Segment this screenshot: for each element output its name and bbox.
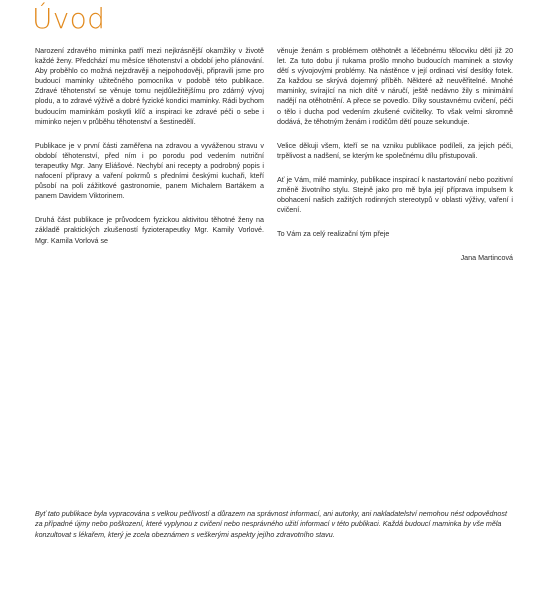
page-title: Úvod [32,2,106,35]
paragraph: Narození zdravého miminka patří mezi nejkrásnější okamžiky v životě každé ženy. Předchází mu měsíce těhotenství a období jeho plánování. Aby proběhlo co možná nejzdravěji a nejpohodověji, připravili jsme pro budoucí maminky užitečného pomocníka v podobě této publikace. Zdravé těhotenství se věnuje tomu nejdůležitějšímu pro zdárný vývoj plodu, a to zdravé výživě a dobré fyzické kondici maminky. Rádi bychom budoucím maminkám poskytli klíč a inspiraci ke zdravé péči o sebe i miminko nejen v průběhu těhotenství a šestinedělí. [35,47,264,126]
disclaimer [35,509,513,540]
paragraph: Ať je Vám, milé maminky, publikace inspirací k nastartování nebo pozitivní změně životního stylu. Stejně jako pro mě byla její příprava impulsem k obohacení našich zažitých rodinných stereotypů v oblasti výživy, vaření i cvičení. [277,175,513,215]
disclaimer-text: Byť tato publikace byla vypracována s velkou pečlivostí a důrazem na správnost informací, ani autorky, ani nakladatelství nemohou nést odpovědnost za případné újmy nebo poškození, které vyplynou z cvičení nebo nesprávného užití informací v této publikaci. Každá budoucí maminka by vše měla konzultovat s lékařem, který je zcela obeznámen s veškerými aspekty jejího zdravotního stavu. [35,510,507,539]
right-column [277,46,513,264]
paragraph: To Vám za celý realizační tým přeje [277,230,390,239]
paragraph: Publikace je v první části zaměřena na zdravou a vyváženou stravu v období těhotenství, před ním i po porodu pod vedením nutriční terapeutky Mgr. Jany Eliášové. Nechybí ani recepty a podrobný popis i nafocení přípravy a vaření pokrmů s předními českými kuchaři, kteří působí na poli zážitkové gastronomie, panem Michalem Bartákem a panem Davidem Viktorinem. [35,141,264,201]
paragraph: věnuje ženám s problémem otěhotnět a léčebnému tělocviku dětí již 20 let. Za tuto dobu jí rukama prošlo mnoho budoucích maminek a stovky dětí s vývojovými problémy. Na nástěnce v její ordinaci visí desítky fotek. Za každou se skrývá dojemný příběh. Některé až neuvěřitelné. Mnohé maminky, svírající na nich dítě v náručí, ještě nedávno žily s minimální nadějí na otěhotnění. A přece se povedlo. Díky soustavnému cvičení, péči o tělo i ducha pod vedením zkušené cvičitelky. To však velmi skromně dodává, že těhotným ženám i rodičům dětí pouze sekunduje. [277,47,513,126]
left-column [35,46,264,260]
paragraph: Druhá část publikace je průvodcem fyzickou aktivitou těhotné ženy na základě praktických zkušeností fyzioterapeutky Mgr. Kamily Vorlové. Mgr. Kamila Vorlová se [35,216,264,245]
paragraph: Velice děkuji všem, kteří se na vzniku publikace podíleli, za jejich péči, trpělivost a nadšení, se kterým ke společnému dílu přistupovali. [277,141,513,160]
signature: Jana Martincová [460,254,513,263]
